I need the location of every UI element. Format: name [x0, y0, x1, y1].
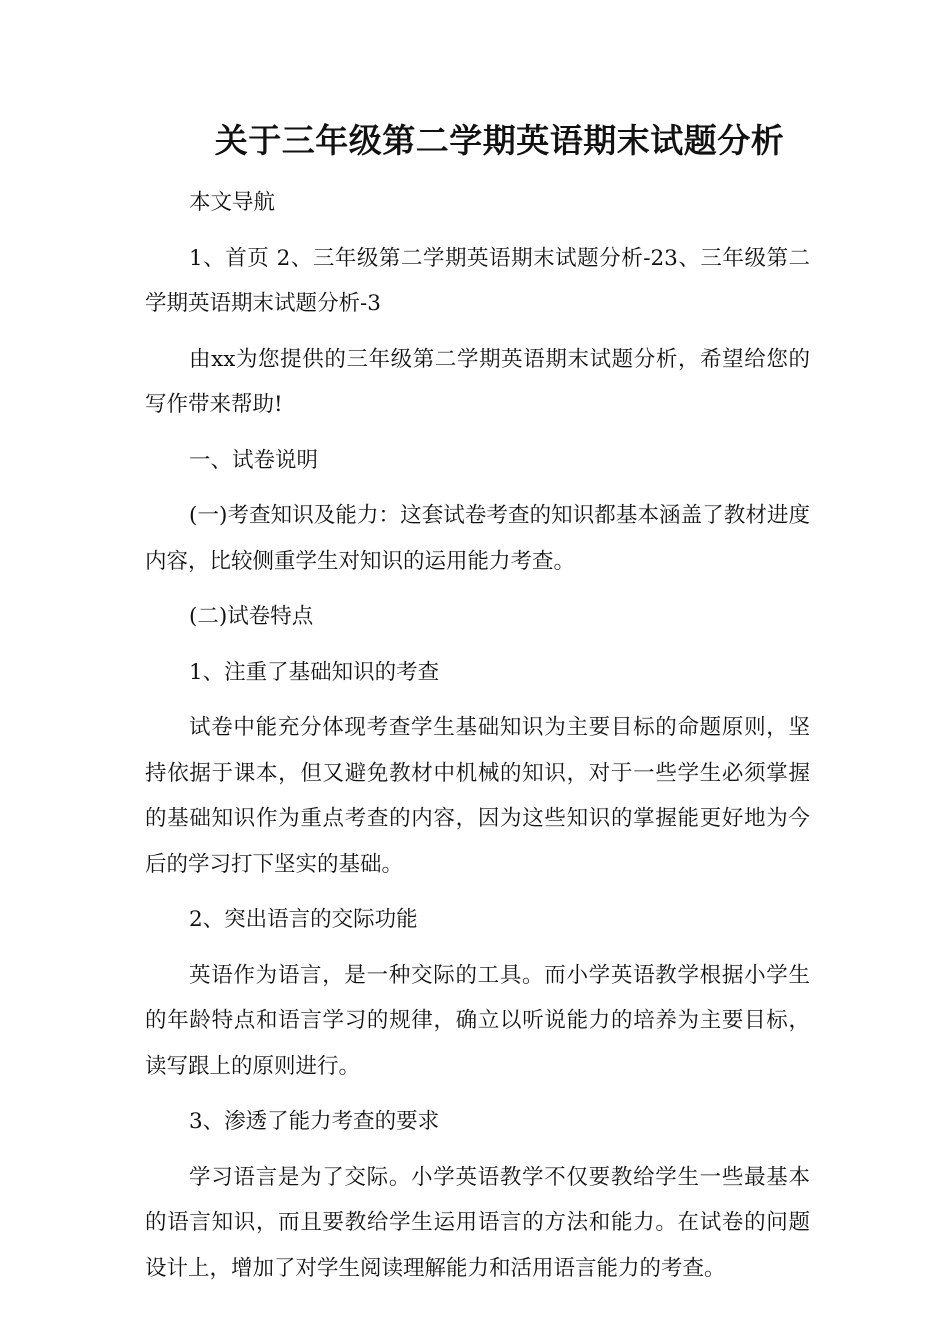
point-heading-2: 2、突出语言的交际功能	[189, 907, 418, 932]
document-title: 关于三年级第二学期英语期末试题分析	[214, 121, 785, 160]
point-3-paragraph: 学习语言是为了交际。小学英语教学不仅要教给学生一些最基本的语言知识，而且要教给学生运用语言的方法和能力。在试卷的问题设计上，增加了对学生阅读理解能力和活用语言能力的考查。	[145, 1164, 810, 1281]
intro-paragraph: 由xx为您提供的三年级第二学期英语期末试题分析，希望给您的写作带来帮助!	[145, 346, 810, 417]
document-body	[145, 180, 810, 1301]
point-2-paragraph: 英语作为语言，是一种交际的工具。而小学英语教学根据小学生的年龄特点和语言学习的规律，确立以听说能力的培养为主要目标，读写跟上的原则进行。	[145, 962, 810, 1079]
nav-heading: 本文导航	[189, 190, 276, 215]
nav-links: 1、首页 2、三年级第二学期英语期末试题分析-23、三年级第二学期英语期末试题分析-3	[145, 245, 810, 316]
subsection-1-paragraph: (一)考查知识及能力：这套试卷考查的知识都基本涵盖了教材进度内容，比较侧重学生对知识的运用能力考查。	[145, 503, 810, 574]
point-1-paragraph: 试卷中能充分体现考查学生基础知识为主要目标的命题原则，坚持依据于课本，但又避免教材中机械的知识，对于一些学生必须掌握的基础知识作为重点考查的内容，因为这些知识的掌握能更好地为今后的学习打下坚实的基础。	[145, 715, 810, 877]
section-heading-1: 一、试卷说明	[189, 447, 319, 473]
subsection-heading-2: (二)试卷特点	[189, 604, 314, 629]
point-heading-1: 1、注重了基础知识的考查	[189, 659, 440, 685]
point-heading-3: 3、渗透了能力考查的要求	[189, 1109, 440, 1134]
